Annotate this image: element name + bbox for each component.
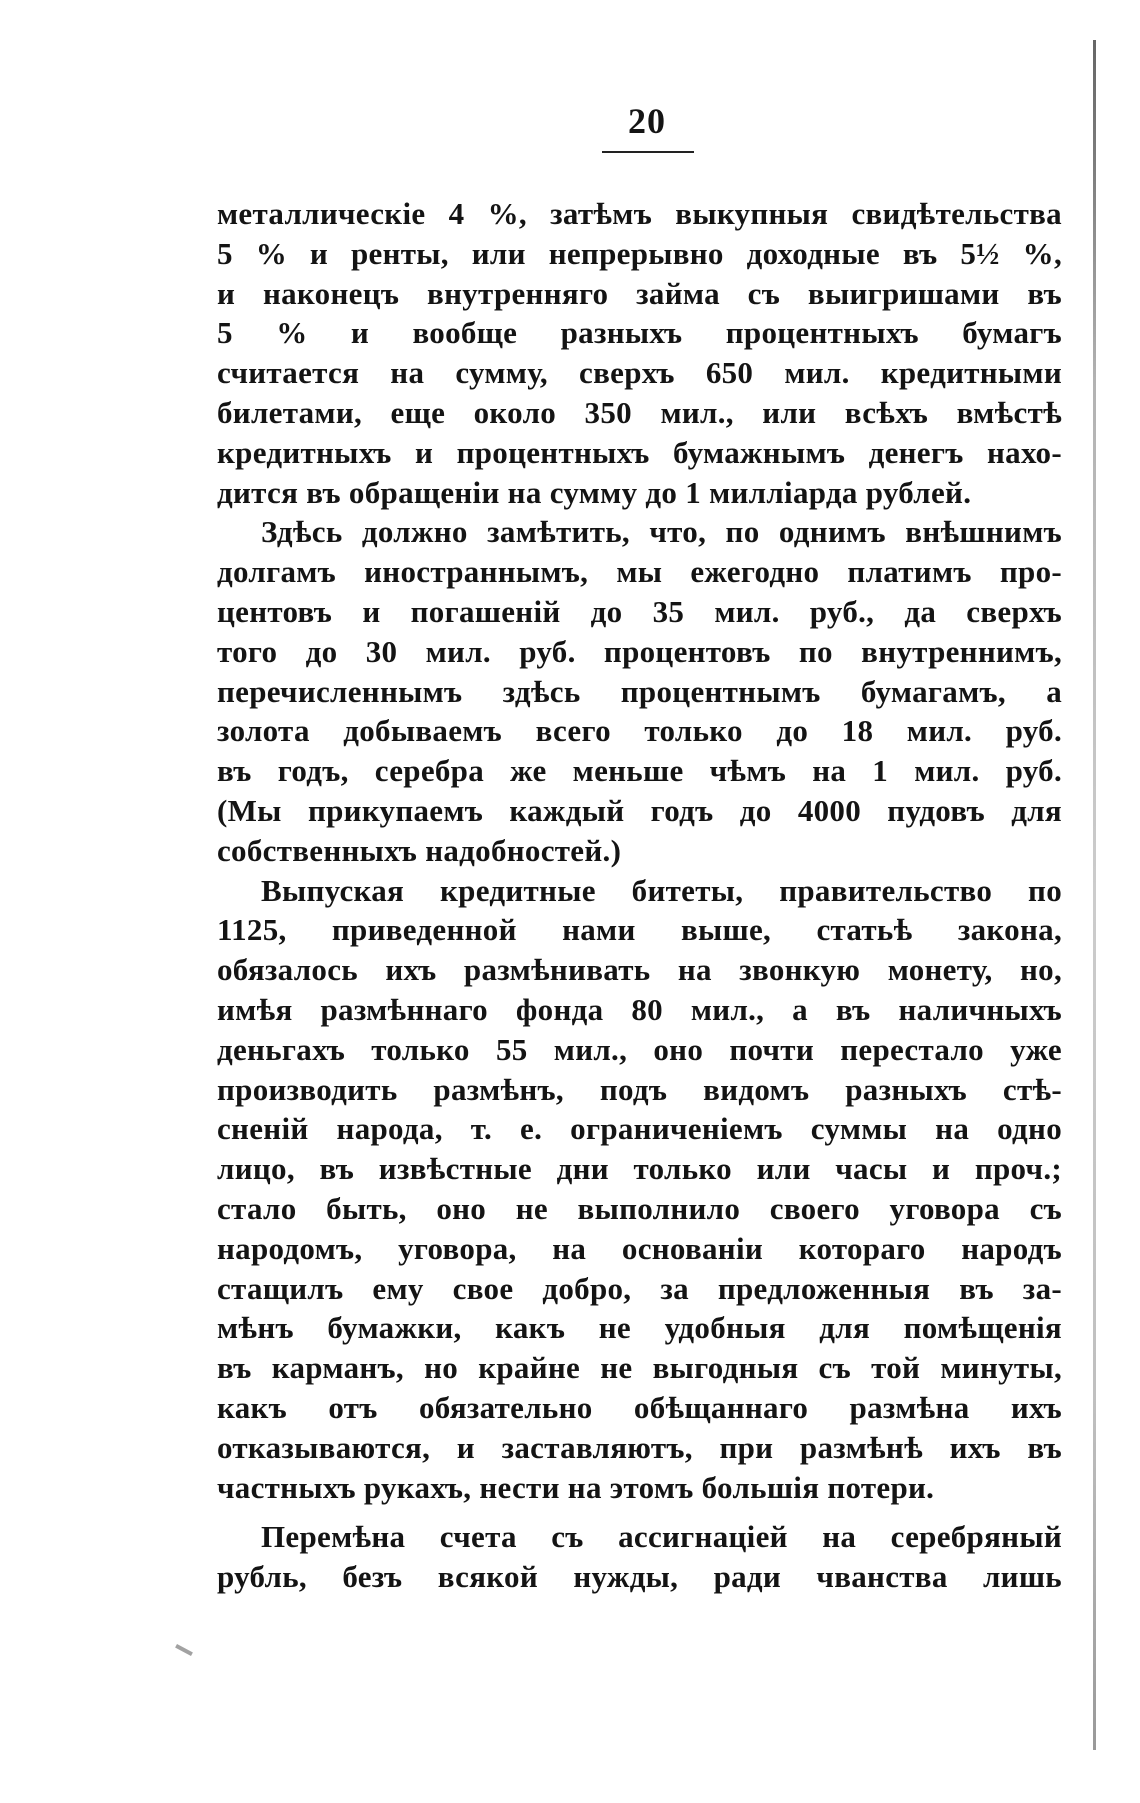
paragraph [217,512,1062,870]
text-line: центовъ и погашеній до 35 мил. руб., да сверхъ [217,593,1062,629]
text-line: 5 % и вообще разныхъ процентныхъ бумагъ [217,315,1062,351]
text-line: производить размѣнъ, подъ видомъ разныхъ стѣ- [217,1071,1062,1107]
text-line: кредитныхъ и процентныхъ бумажнымъ денегъ нахо- [217,434,1062,470]
text-line: считается на сумму, сверхъ 650 мил. кредитными [217,355,1062,391]
text-line: Выпуская кредитные битеты, правительство по [261,872,1062,908]
text-line: стало быть, оно не выполнило своего уговора съ [217,1190,1062,1226]
text-line: отказываются, и заставляютъ, при размѣнѣ ихъ въ [217,1429,1062,1465]
paragraph [217,1517,1062,1597]
paragraph [217,871,1062,1508]
text-line: рубль, безъ всякой нужды, ради чванства лишь [217,1559,1062,1595]
text-line: перечисленнымъ здѣсь процентнымъ бумагамъ, а [217,673,1062,709]
text-line: собственныхъ надобностей.) [217,832,622,868]
text-line: металлическіе 4 %, затѣмъ выкупныя свидѣтельства [217,196,1062,231]
text-line: частныхъ рукахъ, нести на этомъ большія потери. [217,1469,935,1505]
page-edge-shadow [1093,40,1096,1750]
text-line: деньгахъ только 55 мил., оно почти перестало уже [217,1031,1062,1067]
text-line: въ годъ, серебра же меньше чѣмъ на 1 мил. руб. [217,753,1062,789]
text-line: обязалось ихъ размѣнивать на звонкую монету, но, [217,952,1062,988]
text-line: въ карманъ, но крайне не выгодныя съ той минуты, [217,1350,1062,1386]
text-line: имѣя размѣннаго фонда 80 мил., а въ наличныхъ [217,991,1062,1027]
text-line: лицо, въ извѣстные дни только или часы и проч.; [217,1151,1062,1187]
text-line: долгамъ иностраннымъ, мы ежегодно платимъ про- [217,554,1062,590]
text-line: золота добываемъ всего только до 18 мил. руб. [217,713,1062,749]
page-number: 20 [628,101,666,141]
paragraph-gap [217,1507,1062,1517]
scan-speck [175,1644,193,1656]
body-text [217,194,1062,1597]
text-line: дится въ обращеніи на сумму до 1 милліарда рублей. [217,474,972,510]
text-line: того до 30 мил. руб. процентовъ по внутреннимъ, [217,633,1062,669]
page-number-rule [602,151,694,153]
text-line: Перемѣна счета съ ассигнаціей на серебряный [261,1519,1062,1555]
text-line: какъ отъ обязательно обѣщаннаго размѣна ихъ [217,1389,1062,1425]
text-line: стащилъ ему свое добро, за предложенныя въ за- [217,1270,1062,1306]
text-line: билетами, еще около 350 мил., или всѣхъ вмѣстѣ [217,394,1062,430]
text-line: (Мы прикупаемъ каждый годъ до 4000 пудовъ для [217,792,1062,828]
paragraph [217,194,1062,512]
text-line: 1125, приведенной нами выше, статьѣ закона, [217,912,1062,948]
text-line: мѣнъ бумажки, какъ не удобныя для помѣщенія [217,1310,1062,1346]
text-line: и наконецъ внутренняго займа съ выигришами въ [217,275,1062,311]
text-line: сненій народа, т. е. ограниченіемъ суммы на одно [217,1111,1062,1147]
text-line: 5 % и ренты, или непрерывно доходные въ 5½ %, [217,235,1062,271]
text-line: народомъ, уговора, на основаніи котораго народъ [217,1230,1062,1266]
text-line: Здѣсь должно замѣтить, что, по однимъ внѣшнимъ [261,514,1062,550]
